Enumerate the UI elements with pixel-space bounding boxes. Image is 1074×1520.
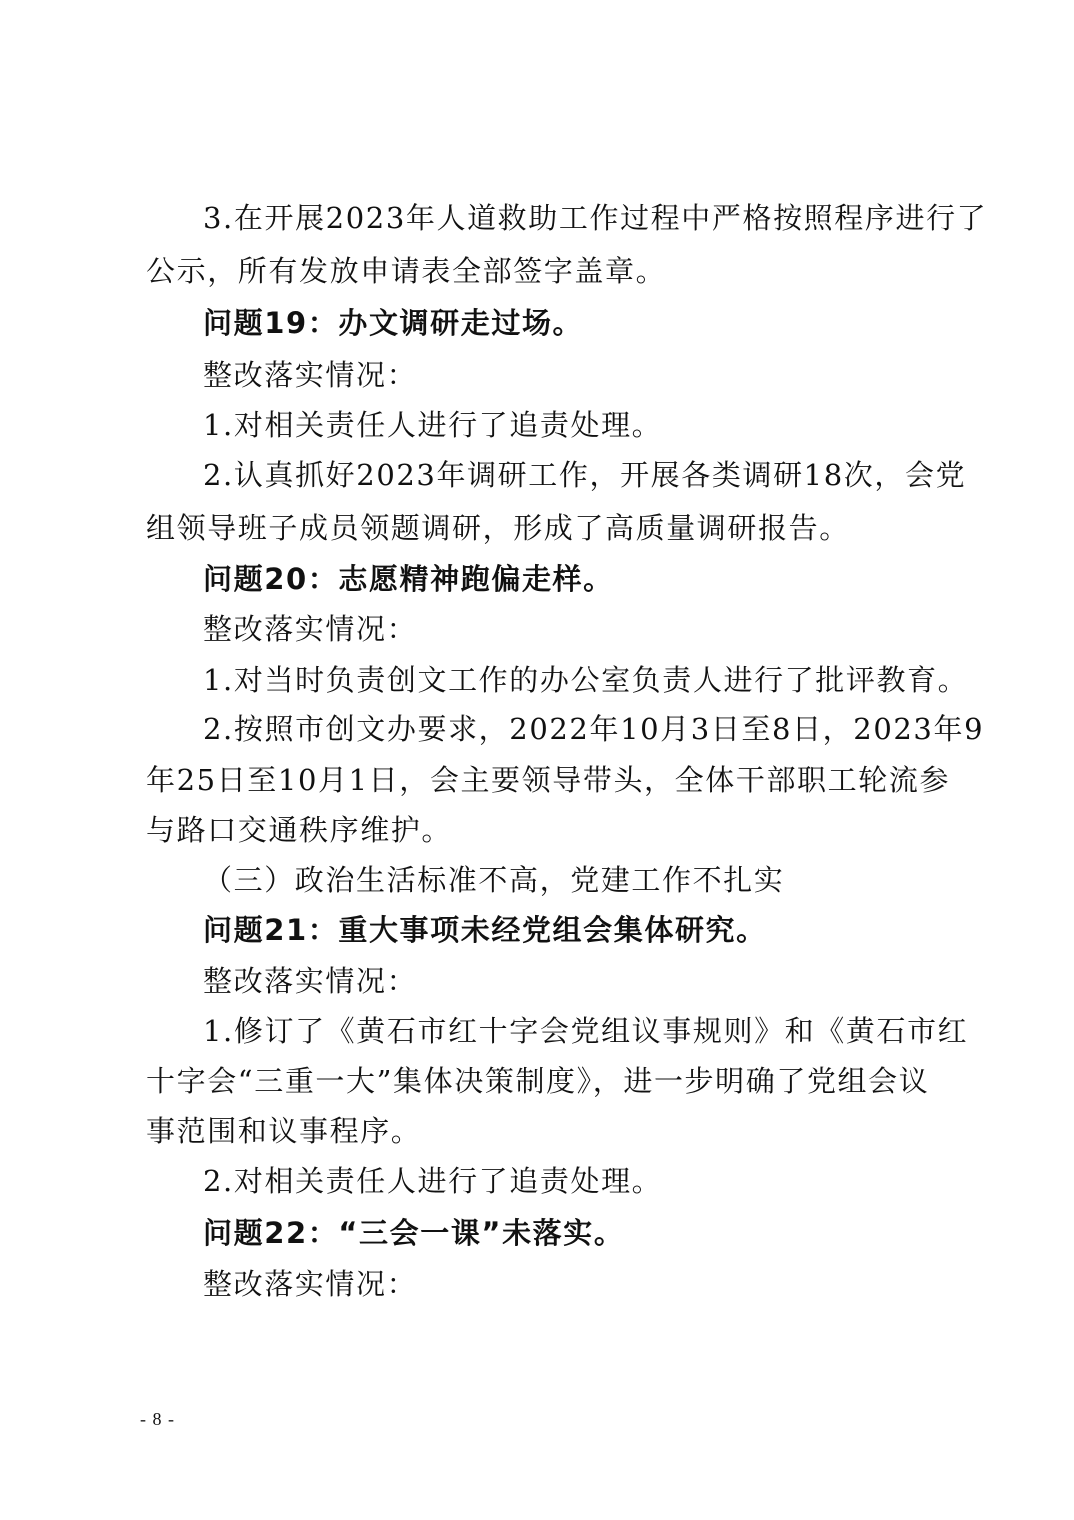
section-label: 整改落实情况： <box>203 964 418 998</box>
paragraph-line: 十字会“三重一大”集体决策制度》，进一步明确了党组会议 <box>146 1064 930 1098</box>
issue-heading: 问题21：重大事项未经党组会集体研究。 <box>203 913 767 947</box>
page-number: - 8 - <box>140 1409 175 1429</box>
paragraph-line: 公示，所有发放申请表全部签字盖章。 <box>146 254 667 288</box>
paragraph-line: 事范围和议事程序。 <box>146 1114 422 1148</box>
section-label: 整改落实情况： <box>203 612 418 646</box>
section-label: 整改落实情况： <box>203 358 418 392</box>
issue-heading: 问题19：办文调研走过场。 <box>203 306 584 340</box>
paragraph-line: 2.按照市创文办要求，2022年10月3日至8日，2023年9 <box>203 712 985 746</box>
paragraph-line: 2.认真抓好2023年调研工作，开展各类调研18次，会党 <box>203 458 967 492</box>
issue-heading: 问题20：志愿精神跑偏走样。 <box>203 562 614 596</box>
paragraph-line: 3.在开展2023年人道救助工作过程中严格按照程序进行了 <box>203 201 988 235</box>
section-heading: （三）政治生活标准不高，党建工作不扎实 <box>203 863 785 897</box>
paragraph-line: 年25日至10月1日，会主要领导带头，全体干部职工轮流参 <box>146 763 951 797</box>
section-label: 整改落实情况： <box>203 1267 418 1301</box>
issue-heading: 问题22：“三会一课”未落实。 <box>203 1216 625 1250</box>
paragraph-line: 1.对当时负责创文工作的办公室负责人进行了批评教育。 <box>203 663 969 697</box>
paragraph-line: 2.对相关责任人进行了追责处理。 <box>203 1164 663 1198</box>
paragraph-line: 与路口交通秩序维护。 <box>146 813 453 847</box>
paragraph-line: 组领导班子成员领题调研，形成了高质量调研报告。 <box>146 511 850 545</box>
paragraph-line: 1.修订了《黄石市红十字会党组议事规则》和《黄石市红 <box>203 1014 969 1048</box>
paragraph-line: 1.对相关责任人进行了追责处理。 <box>203 408 663 442</box>
